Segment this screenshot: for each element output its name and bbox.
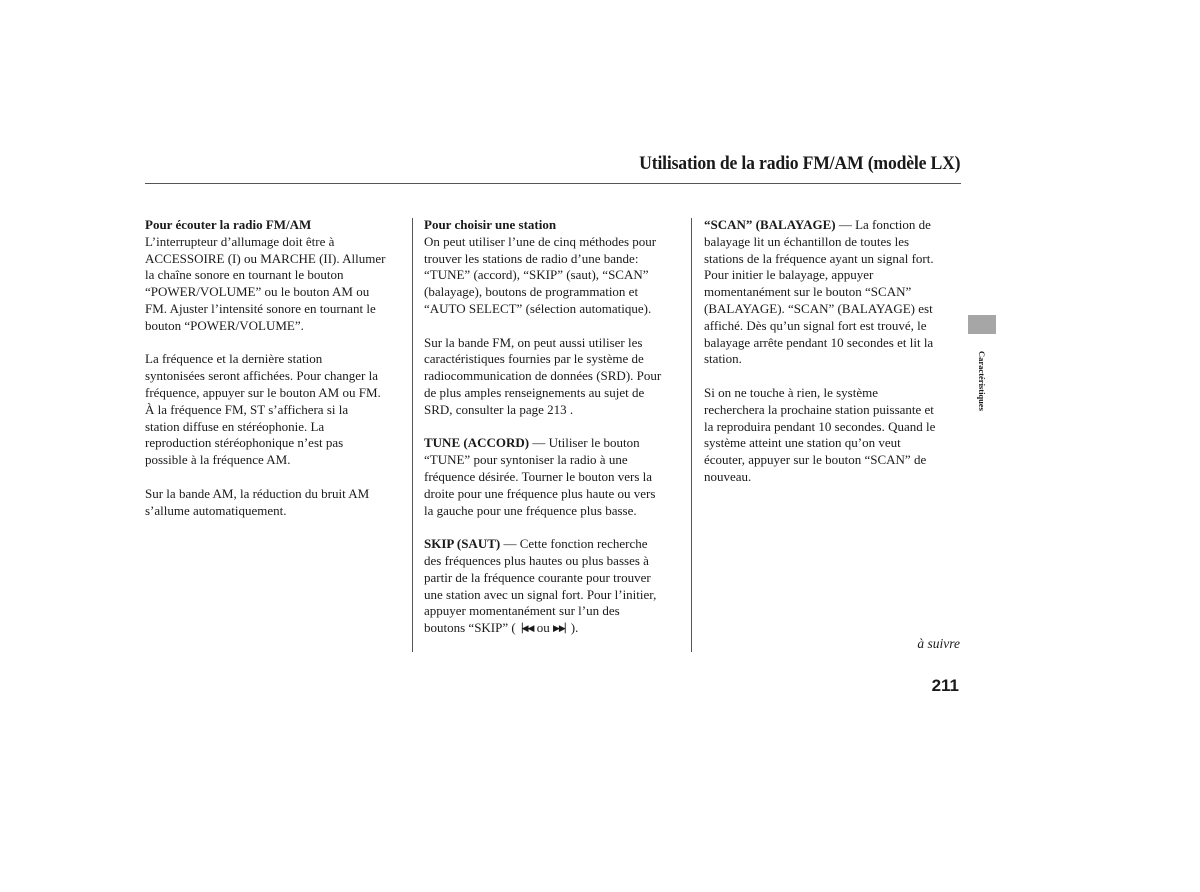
text-line: balayage arrête pendant 10 secondes et lit la: [704, 334, 934, 350]
text-line: recherchera la prochaine station puissante et: [704, 401, 934, 417]
paragraph-skip: [424, 536, 661, 637]
text-line: caractéristiques fournies par le système de: [424, 351, 644, 367]
paragraph-scan: [704, 217, 935, 368]
text-run: ou: [533, 620, 553, 636]
text-line: fréquence désirée. Tourner le bouton vers la: [424, 468, 653, 484]
text-line: reproduction stéréophonique n’est pas: [145, 435, 344, 451]
term-tune: TUNE (ACCORD): [424, 435, 530, 451]
text-line: [704, 217, 935, 234]
section-tab-marker: [968, 315, 996, 334]
text-line: “AUTO SELECT” (sélection automatique).: [424, 300, 652, 316]
text-line: station diffuse en stéréophonie. La: [145, 418, 325, 434]
column-3: [704, 217, 935, 503]
term-scan: “SCAN” (BALAYAGE): [704, 217, 836, 232]
text-line: nouveau.: [704, 468, 752, 484]
text-line: “TUNE” pour syntoniser la radio à une: [424, 452, 628, 468]
text-line: ACCESSOIRE (I) ou MARCHE (II). Allumer: [145, 250, 386, 266]
skip-forward-icon: ▶▶▏: [552, 623, 571, 634]
text-run: — Cette fonction recherche: [500, 536, 648, 552]
skip-back-icon: ▕◀◀: [515, 623, 534, 634]
text-line: (balayage), boutons de programmation et: [424, 284, 639, 300]
text-line: stations de la fréquence ayant un signal fort.: [704, 250, 934, 266]
paragraph-frequency: [145, 351, 386, 469]
text-line: la chaîne sonore en tournant le bouton: [145, 267, 344, 283]
text-line: Pour initier le balayage, appuyer: [704, 267, 874, 283]
text-line: affiché. Dès qu’un signal fort est trouvé, le: [704, 317, 927, 333]
paragraph-rds: [424, 335, 661, 419]
text-line: Si on ne touche à rien, le système: [704, 384, 879, 400]
text-line: “TUNE” (accord), “SKIP” (saut), “SCAN”: [424, 267, 649, 283]
text-run: ).: [570, 620, 579, 636]
text-line: La fréquence et la dernière station: [145, 351, 323, 367]
text-line: On peut utiliser l’une de cinq méthodes pour: [424, 233, 657, 249]
paragraph-tune: [424, 435, 661, 519]
text-line: balayage lit un échantillon de toutes les: [704, 233, 910, 249]
text-line: (BALAYAGE). “SCAN” (BALAYAGE) est: [704, 300, 933, 316]
text-line: la reproduira pendant 10 secondes. Quand le: [704, 418, 936, 434]
text-line: des fréquences plus hautes ou plus basses à: [424, 552, 649, 568]
text-line: droite pour une fréquence plus haute ou vers: [424, 485, 656, 501]
section-heading-choose-station: Pour choisir une station: [424, 217, 557, 232]
text-line: écouter, appuyer sur le bouton “SCAN” de: [704, 452, 927, 468]
column-1: [145, 217, 386, 536]
text-line: “POWER/VOLUME” ou le bouton AM ou: [145, 284, 370, 300]
term-skip: SKIP (SAUT): [424, 536, 501, 552]
text-run: — La fonction de: [835, 217, 931, 232]
text-line: partir de la fréquence courante pour trouver: [424, 569, 651, 585]
section-tab-label: Caractéristiques: [977, 351, 987, 411]
continued-note: à suivre: [917, 636, 960, 651]
paragraph-choose-station: [424, 217, 661, 318]
text-line: momentanément sur le bouton “SCAN”: [704, 284, 912, 300]
text-line: SRD, consulter la page 213 .: [424, 401, 574, 417]
header-rule: [145, 183, 961, 184]
text-line: [424, 620, 661, 637]
column-divider-2: [691, 218, 692, 652]
text-line: de plus amples renseignements au sujet de: [424, 384, 645, 400]
text-line: radiocommunication de données (SRD). Pour: [424, 368, 662, 384]
text-line: [424, 435, 661, 452]
text-line: une station avec un signal fort. Pour l’initier,: [424, 586, 657, 602]
paragraph-listening: [145, 217, 386, 335]
text-line: L’interrupteur d’allumage doit être à: [145, 233, 335, 249]
text-line: FM. Ajuster l’intensité sonore en tournant le: [145, 300, 376, 316]
page-title: Utilisation de la radio FM/AM (modèle LX): [638, 153, 960, 174]
text-line: système atteint une station qu’on veut: [704, 435, 901, 451]
column-divider-1: [412, 218, 413, 652]
text-line: Sur la bande AM, la réduction du bruit AM: [145, 485, 370, 501]
text-run: boutons “SKIP” (: [424, 620, 516, 636]
text-line: appuyer momentanément sur l’un des: [424, 603, 620, 619]
text-line: la gauche pour une fréquence plus basse.: [424, 502, 637, 518]
column-2: [424, 217, 661, 654]
text-line: trouver les stations de radio d’une bande:: [424, 250, 639, 266]
text-line: syntonisées seront affichées. Pour changer la: [145, 368, 378, 384]
paragraph-scan-continue: [704, 385, 935, 486]
text-line: s’allume automatiquement.: [145, 502, 287, 518]
section-heading-listening: Pour écouter la radio FM/AM: [145, 217, 312, 232]
text-line: station.: [704, 351, 742, 367]
text-run: — Utiliser le bouton: [529, 435, 640, 451]
text-line: fréquence, appuyer sur le bouton AM ou FM.: [145, 384, 381, 400]
paragraph-am-noise: [145, 486, 386, 520]
text-line: bouton “POWER/VOLUME”.: [145, 317, 304, 333]
text-line: À la fréquence FM, ST s’affichera si la: [145, 401, 349, 417]
page-number: 211: [931, 676, 959, 695]
text-line: Sur la bande FM, on peut aussi utiliser les: [424, 334, 643, 350]
text-line: possible à la fréquence AM.: [145, 452, 291, 468]
text-line: [424, 536, 661, 553]
